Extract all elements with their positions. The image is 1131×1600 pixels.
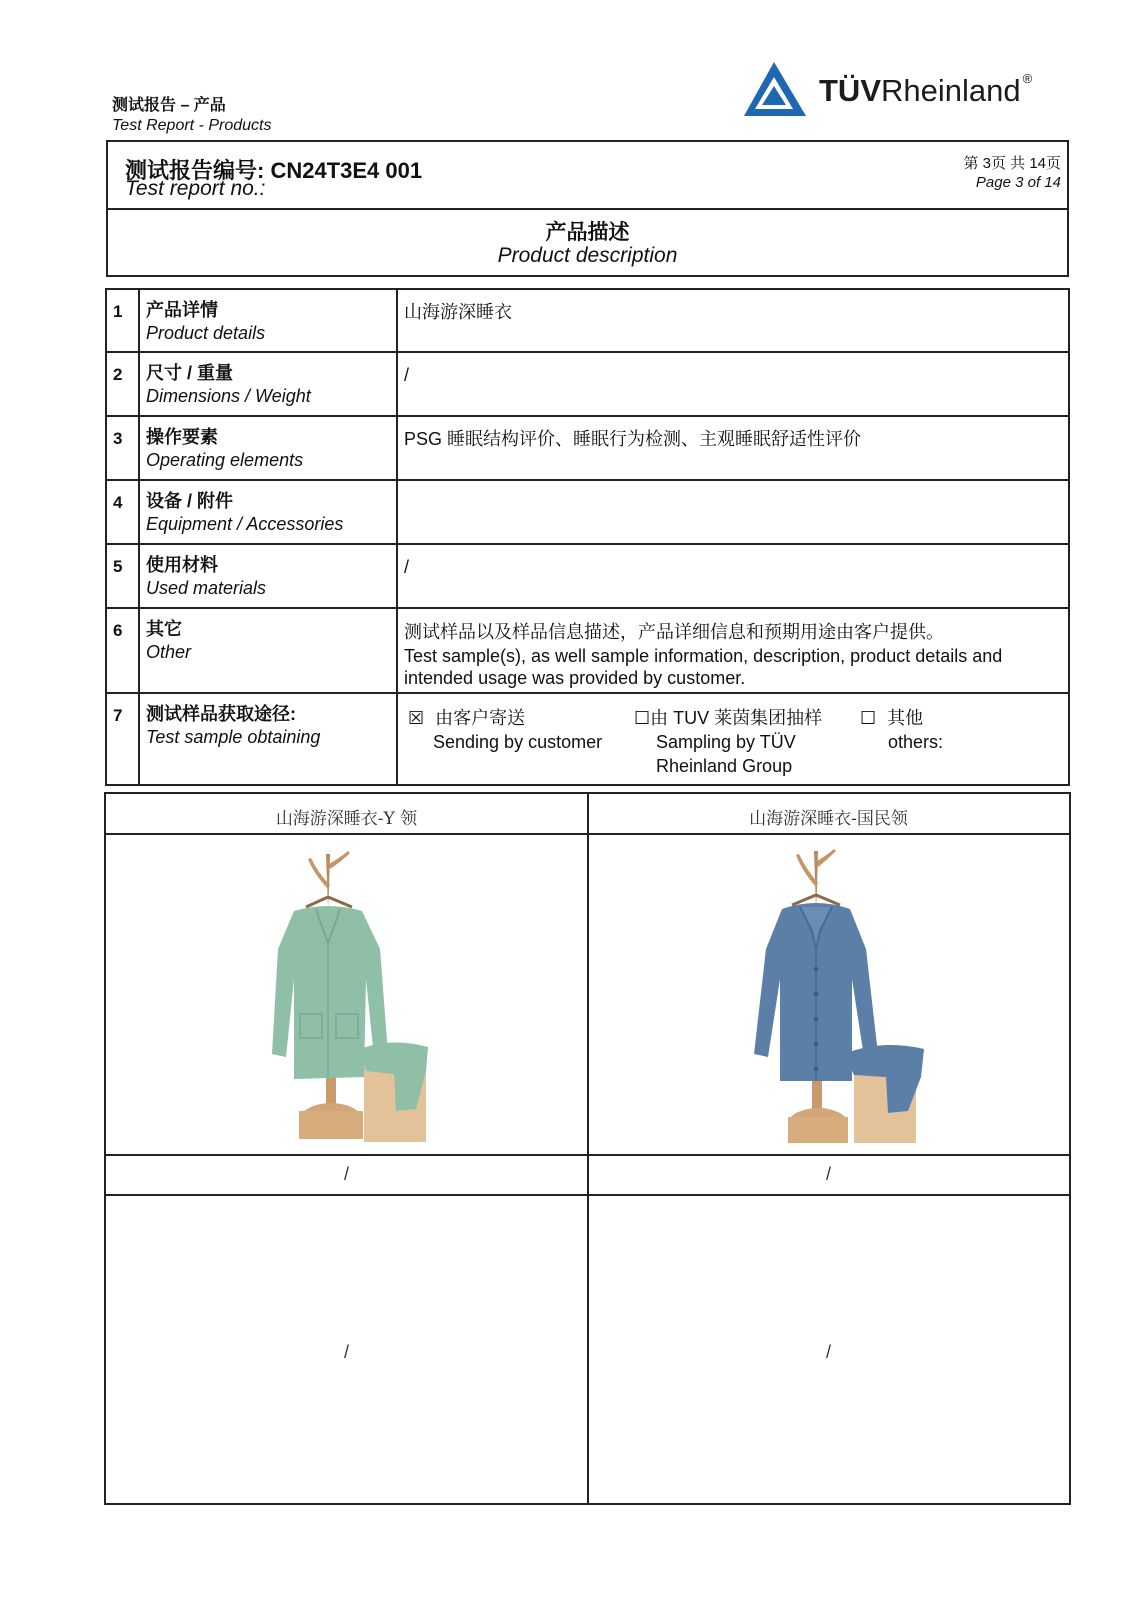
row-value: / [397, 352, 1069, 416]
row-label-en: Equipment / Accessories [146, 514, 344, 534]
row-number: 7 [106, 693, 139, 785]
row-label-en: Test sample obtaining [146, 727, 321, 747]
other-value-cn: 测试样品以及样品信息描述，产品详细信息和预期用途由客户提供。 [404, 622, 944, 642]
report-number-cn: 测试报告编号: CN24T3E4 001 [125, 158, 423, 183]
table-row [106, 693, 1069, 785]
y-collar-pajama-photo [256, 849, 436, 1144]
row-label-cn: 使用材料 [146, 555, 218, 575]
product-photos-table [104, 792, 1071, 1505]
row-label [139, 480, 397, 544]
row-label-cn: 操作要素 [146, 427, 218, 447]
logo-registered-mark: ® [1022, 71, 1033, 86]
header-title-cn: 测试报告 – 产品 [112, 97, 226, 114]
row-label-en: Operating elements [146, 450, 304, 470]
row-label-en: Product details [146, 323, 266, 343]
table-row [106, 416, 1069, 480]
product-details-table [105, 288, 1070, 786]
table-row [106, 544, 1069, 608]
logo-text-rest: Rheinland [881, 73, 1021, 108]
option-label-cn: 由客户寄送 [435, 708, 526, 728]
option-others[interactable] [860, 706, 943, 754]
option-label-en: others: [888, 732, 944, 752]
photos-column-divider [587, 794, 589, 1503]
row-number: 3 [106, 416, 139, 480]
row-label [139, 416, 397, 480]
row-value [397, 480, 1069, 544]
section-title-en: Product description [497, 244, 678, 267]
left-photo-caption: 山海游深睡衣-Y 领 [275, 809, 418, 829]
photos-row-divider [106, 1154, 1069, 1156]
row-value: PSG 睡眠结构评价、睡眠行为检测、主观睡眠舒适性评价 [397, 416, 1069, 480]
other-value-en: Test sample(s), as well sample information, description, product details and intended usage was provided by customer. [404, 646, 1003, 688]
right-bottom-cell: / [825, 1342, 831, 1362]
row-label-cn: 产品详情 [146, 300, 218, 320]
row-number: 1 [106, 289, 139, 352]
option-label-en: Sending by customer [433, 732, 603, 752]
right-photo-note: / [825, 1164, 831, 1184]
report-box-divider [108, 208, 1067, 210]
table-row [106, 289, 1069, 352]
header-title-en: Test Report - Products [112, 117, 272, 134]
row-label-en: Dimensions / Weight [146, 386, 311, 406]
row-label-cn: 设备 / 附件 [146, 491, 234, 511]
row-label [139, 544, 397, 608]
row-label-cn: 测试样品获取途径: [146, 704, 296, 724]
table-row [106, 352, 1069, 416]
row-number: 5 [106, 544, 139, 608]
checked-checkbox-icon[interactable]: ☒ [408, 708, 425, 728]
tuv-triangle-logo-icon [742, 60, 808, 120]
row-value [397, 608, 1069, 693]
option-sending-by-customer[interactable] [408, 706, 602, 754]
logo-wordmark [819, 73, 1032, 109]
row-number: 2 [106, 352, 139, 416]
checkbox-icon[interactable]: ☐ [634, 708, 651, 728]
photos-row-divider [106, 1194, 1069, 1196]
checkbox-icon[interactable]: ☐ [860, 708, 877, 728]
left-bottom-cell: / [343, 1342, 349, 1362]
report-header-box [106, 140, 1069, 277]
report-number-en: Test report no.: [125, 177, 266, 200]
table-row [106, 480, 1069, 544]
section-title-cn: 产品描述 [545, 221, 630, 244]
option-label-en: Sampling by TÜV Rheinland Group [656, 732, 796, 776]
page-number-cn: 第 3页 共 14页 [963, 155, 1061, 172]
notch-collar-pajama-photo [726, 849, 926, 1144]
option-sampling-by-tuv[interactable] [634, 706, 844, 778]
row-label-cn: 尺寸 / 重量 [146, 363, 234, 383]
tuv-logo [742, 58, 1072, 122]
page-number-en: Page 3 of 14 [975, 174, 1061, 191]
logo-text-bold: TÜV [819, 73, 881, 108]
row-number: 4 [106, 480, 139, 544]
row-label-en: Other [146, 642, 192, 662]
row-label [139, 352, 397, 416]
obtaining-options [397, 693, 1069, 785]
row-label-cn: 其它 [146, 619, 182, 639]
table-row [106, 608, 1069, 693]
photos-row-divider [106, 833, 1069, 835]
option-label-cn: 其他 [887, 708, 924, 728]
row-label [139, 693, 397, 785]
left-photo-note: / [343, 1164, 349, 1184]
right-photo-caption: 山海游深睡衣-国民领 [749, 809, 908, 829]
option-label-cn: 由 TUV 莱茵集团抽样 [650, 708, 823, 728]
row-label-en: Used materials [146, 578, 267, 598]
row-label [139, 289, 397, 352]
row-value: / [397, 544, 1069, 608]
row-number: 6 [106, 608, 139, 693]
row-value: 山海游深睡衣 [397, 289, 1069, 352]
row-label [139, 608, 397, 693]
